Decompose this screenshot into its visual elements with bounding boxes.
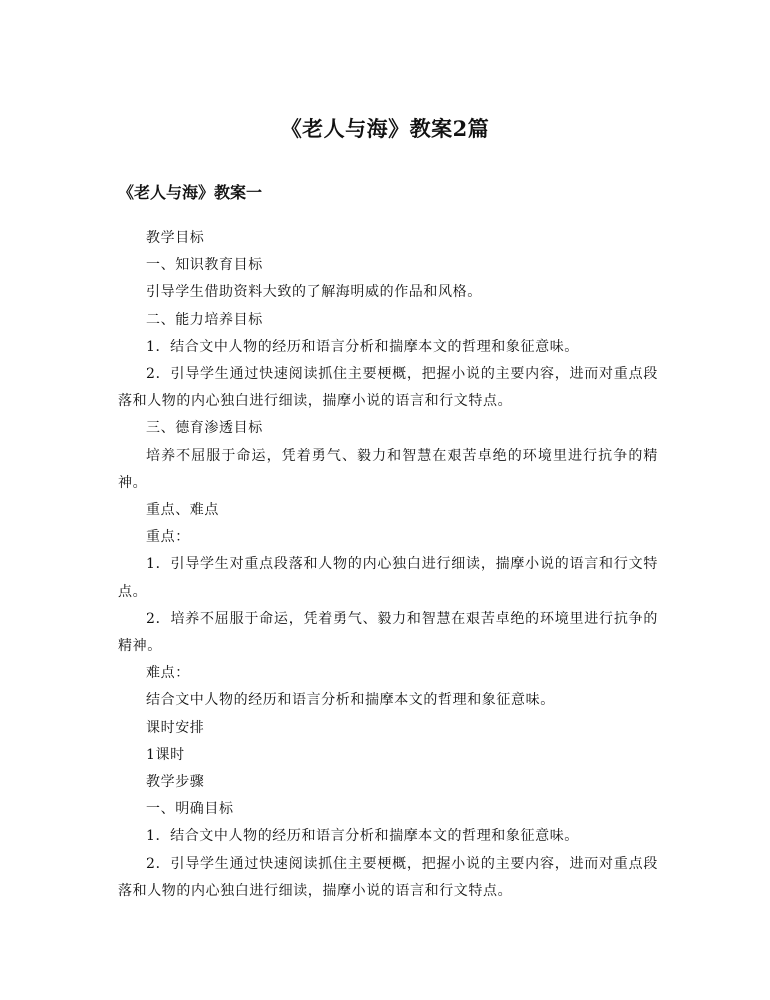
paragraph: 结合文中人物的经历和语言分析和揣摩本文的哲理和象征意味。 bbox=[146, 692, 555, 709]
paragraph: 2．引导学生通过快速阅读抓住主要梗概，把握小说的主要内容，进而对重点段落和人物的内心独白进行细读，揣摩小说的语言和行文特点。 bbox=[118, 366, 658, 410]
paragraph: 重点、难点 bbox=[146, 502, 219, 519]
document-title: 《老人与海》教案2篇 bbox=[280, 116, 490, 141]
paragraph: 教学步骤 bbox=[146, 774, 205, 791]
paragraph: 重点： bbox=[146, 529, 190, 546]
paragraph: 一、知识教育目标 bbox=[146, 257, 263, 274]
paragraph: 引导学生借助资料大致的了解海明威的作品和风格。 bbox=[146, 284, 482, 301]
paragraph: 2．培养不屈服于命运，凭着勇气、毅力和智慧在艰苦卓绝的环境里进行抗争的精神。 bbox=[118, 610, 658, 655]
section-heading: 《老人与海》教案一 bbox=[118, 183, 263, 202]
paragraph: 三、德育渗透目标 bbox=[146, 420, 263, 437]
paragraph: 1．结合文中人物的经历和语言分析和揣摩本文的哲理和象征意味。 bbox=[146, 338, 579, 355]
paragraph: 2．引导学生通过快速阅读抓住主要梗概，把握小说的主要内容，进而对重点段落和人物的内心独白进行细读，揣摩小说的语言和行文特点。 bbox=[118, 855, 658, 899]
paragraph: 课时安排 bbox=[146, 719, 205, 736]
paragraph: 培养不屈服于命运，凭着勇气、毅力和智慧在艰苦卓绝的环境里进行抗争的精神。 bbox=[118, 447, 658, 491]
paragraph: 难点： bbox=[146, 665, 190, 682]
paragraph: 1．引导学生对重点段落和人物的内心独白进行细读，揣摩小说的语言和行文特点。 bbox=[118, 556, 658, 600]
document-body bbox=[118, 225, 658, 905]
paragraph: 二、能力培养目标 bbox=[146, 311, 263, 328]
paragraph: 一、明确目标 bbox=[146, 801, 234, 818]
paragraph: 教学目标 bbox=[146, 230, 205, 246]
paragraph: 1．结合文中人物的经历和语言分析和揣摩本文的哲理和象征意味。 bbox=[146, 828, 579, 845]
paragraph: 1课时 bbox=[146, 746, 185, 763]
